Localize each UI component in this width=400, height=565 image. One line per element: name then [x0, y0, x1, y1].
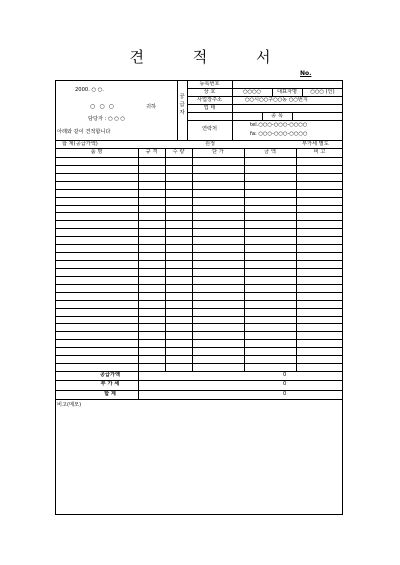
table-row [55, 300, 343, 301]
sum-row-top [55, 140, 343, 141]
table-row [55, 197, 343, 198]
supplier-row-line [187, 112, 343, 113]
table-row [55, 347, 343, 348]
item-divider [292, 112, 293, 120]
table-row [55, 220, 343, 221]
supplier-field-divider [232, 80, 233, 140]
contact-label: 연락처 [201, 126, 218, 132]
company-value: ○○○○ [242, 89, 262, 95]
totals-label: 공급가액 [99, 372, 121, 378]
table-row [55, 308, 343, 309]
address-value: ○○시○○구○○동 ○○번지 [245, 97, 308, 103]
supplier-row-line [187, 120, 343, 121]
table-row [55, 355, 343, 356]
totals-value: 0 [283, 381, 287, 388]
table-row [55, 363, 343, 364]
recipient-honorific: 귀하 [146, 104, 157, 110]
column-header: 금 액 [264, 149, 276, 155]
table-row [55, 189, 343, 190]
rep-value: ○○○ (인) [310, 89, 335, 95]
table-row [55, 268, 343, 269]
totals-value: 0 [283, 372, 287, 378]
quote-statement: 아래와 같이 견적합니다 [57, 129, 111, 135]
table-row [55, 244, 343, 245]
totals-label: 부 가 세 [100, 381, 120, 388]
table-row [55, 339, 343, 340]
column-divider [192, 148, 193, 371]
quote-form [55, 80, 343, 515]
column-header: 품 명 [90, 149, 103, 155]
column-divider [296, 148, 297, 371]
column-divider [244, 148, 245, 371]
supplier-vertical-label: 공급자 [179, 94, 185, 116]
table-row [55, 284, 343, 285]
address-label: 사업장주소 [196, 97, 223, 103]
column-divider [165, 148, 166, 371]
table-row [55, 212, 343, 213]
column-header: 비 고 [313, 149, 326, 155]
sum-won: 원정 [205, 141, 216, 147]
contact-fax: fa: ○○○-○○○-○○○○ [250, 131, 308, 137]
table-row [55, 260, 343, 261]
sum-label: 합 계(공급가액) [62, 141, 98, 147]
column-divider [138, 148, 139, 371]
memo-label: 비고(메모) [57, 402, 82, 408]
table-row [55, 331, 343, 332]
contact-tel: tel.○○○-○○○-○○○○ [250, 122, 308, 128]
document-number-label: No. [300, 70, 312, 77]
business-label: 업 태 [203, 105, 216, 111]
table-row [55, 316, 343, 317]
table-row [55, 228, 343, 229]
column-header-bottom [55, 157, 343, 158]
column-header: 규 격 [145, 149, 158, 155]
table-row [55, 252, 343, 253]
table-row [55, 205, 343, 206]
table-row [55, 292, 343, 293]
totals-row-line [55, 380, 343, 381]
column-header: 단 가 [212, 149, 224, 155]
manager-name: 담당자 : ○ ○ ○ [88, 116, 125, 122]
column-header: 수 량 [172, 149, 185, 155]
table-row [55, 173, 343, 174]
totals-value: 0 [283, 390, 287, 397]
rep-label: 대표자명 [276, 89, 298, 95]
table-row [55, 323, 343, 324]
reg-no-label: 등록번호 [199, 81, 220, 87]
totals-label: 합 계 [104, 390, 116, 397]
document-title: 견 적 서 [129, 48, 293, 66]
vat-note: 부가세 별도 [302, 141, 329, 147]
table-row [55, 181, 343, 182]
table-row [55, 276, 343, 277]
item-label: 종 목 [271, 113, 283, 119]
table-row [55, 236, 343, 237]
recipient-name: ○ ○ ○ [90, 103, 115, 110]
company-label: 상 호 [203, 89, 216, 95]
quote-date: 2000. ○ ○. [75, 87, 104, 93]
table-row [55, 371, 343, 372]
totals-divider [138, 371, 139, 399]
totals-bottom [55, 399, 343, 400]
table-row [55, 165, 343, 166]
